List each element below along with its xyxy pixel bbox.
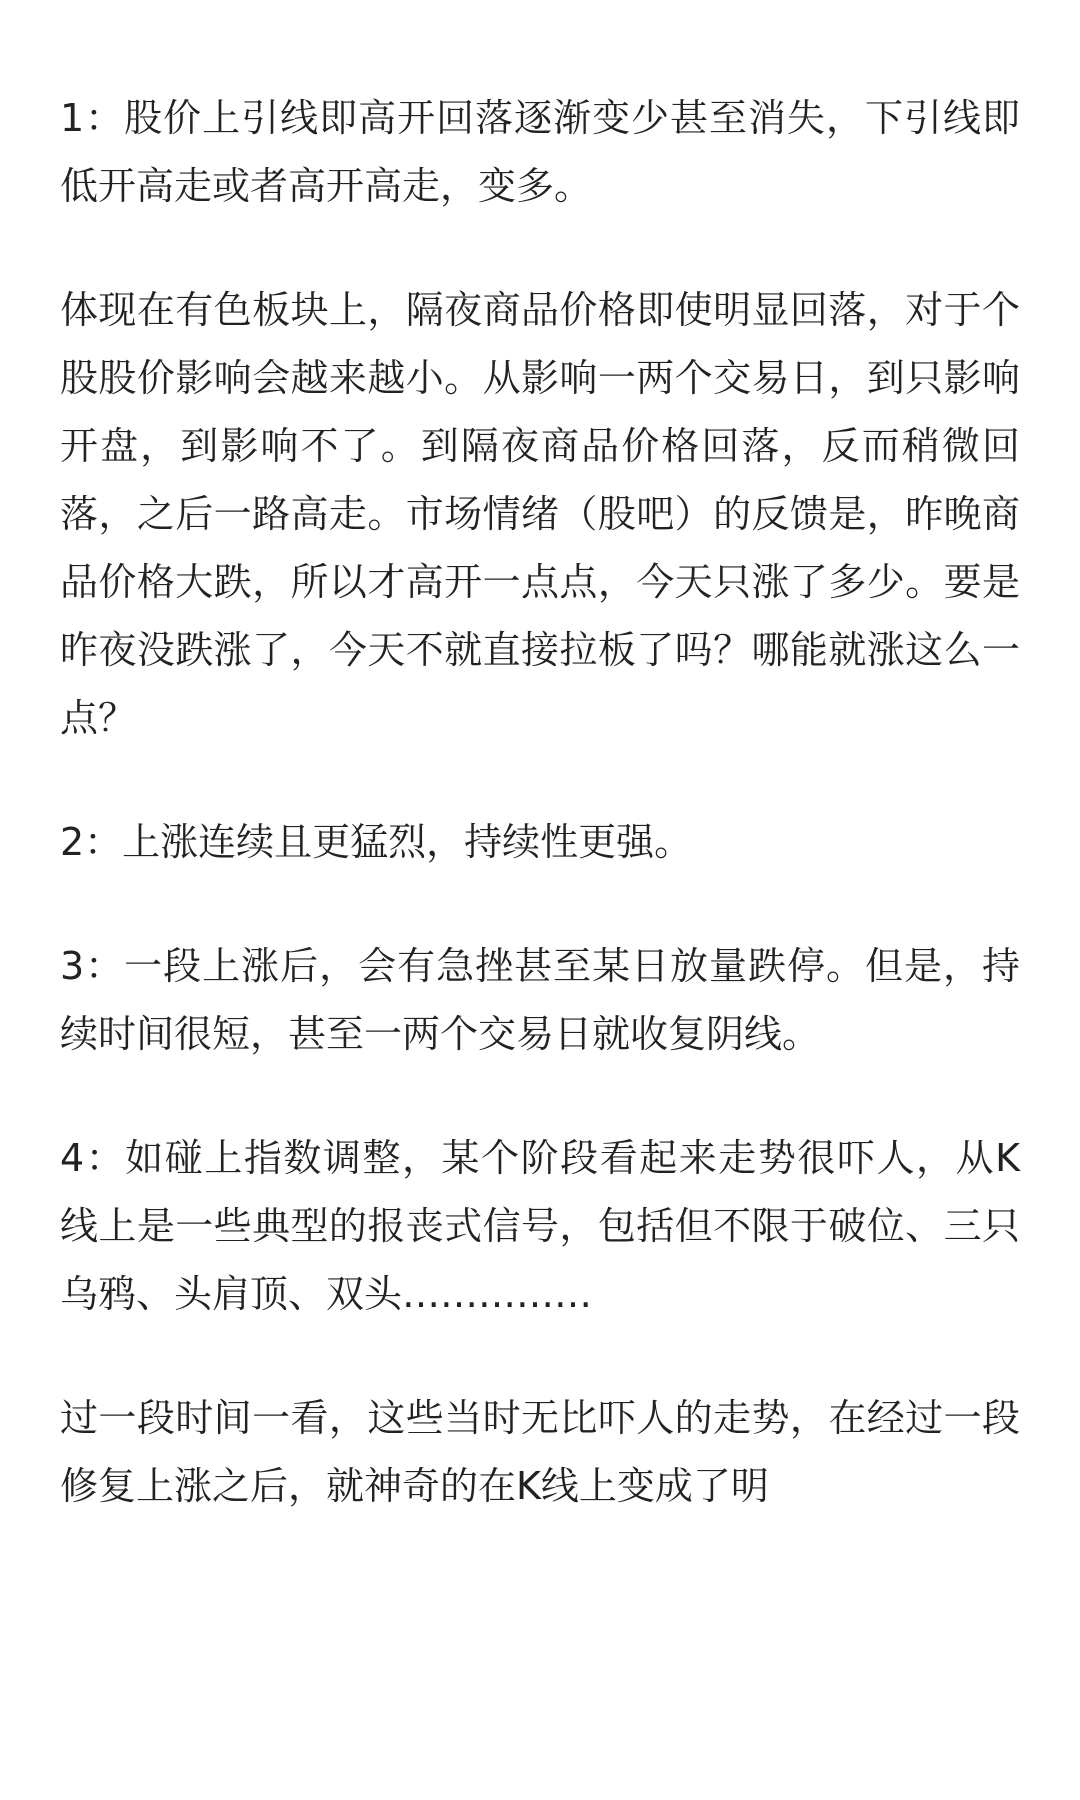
paragraph-point-4: 4：如碰上指数调整，某个阶段看起来走势很吓人，从K线上是一些典型的报丧式信号，包括但不限于破位、三只乌鸦、头肩顶、双头……………: [60, 1136, 1020, 1316]
paragraph-point-1: 1：股价上引线即高开回落逐渐变少甚至消失，下引线即低开高走或者高开高走，变多。: [60, 96, 1020, 208]
paragraph-point-2: 2：上涨连续且更猛烈，持续性更强。: [60, 820, 693, 864]
paragraph-nonferrous-sector: 体现在有色板块上，隔夜商品价格即使明显回落，对于个股股价影响会越来越小。从影响一两个交易日，到只影响开盘，到影响不了。到隔夜商品价格回落，反而稍微回落，之后一路高走。市场情绪（股吧）的反馈是，昨晚商品价格大跌，所以才高开一点点，今天只涨了多少。要是昨夜没跌涨了，今天不就直接拉板了吗？哪能就涨这么一点？: [60, 288, 1020, 740]
paragraph-point-3: 3：一段上涨后，会有急挫甚至某日放量跌停。但是，持续时间很短，甚至一两个交易日就收复阴线。: [60, 944, 1020, 1056]
paragraph-after-period: 过一段时间一看，这些当时无比吓人的走势，在经过一段修复上涨之后，就神奇的在K线上变成了明: [60, 1396, 1020, 1508]
